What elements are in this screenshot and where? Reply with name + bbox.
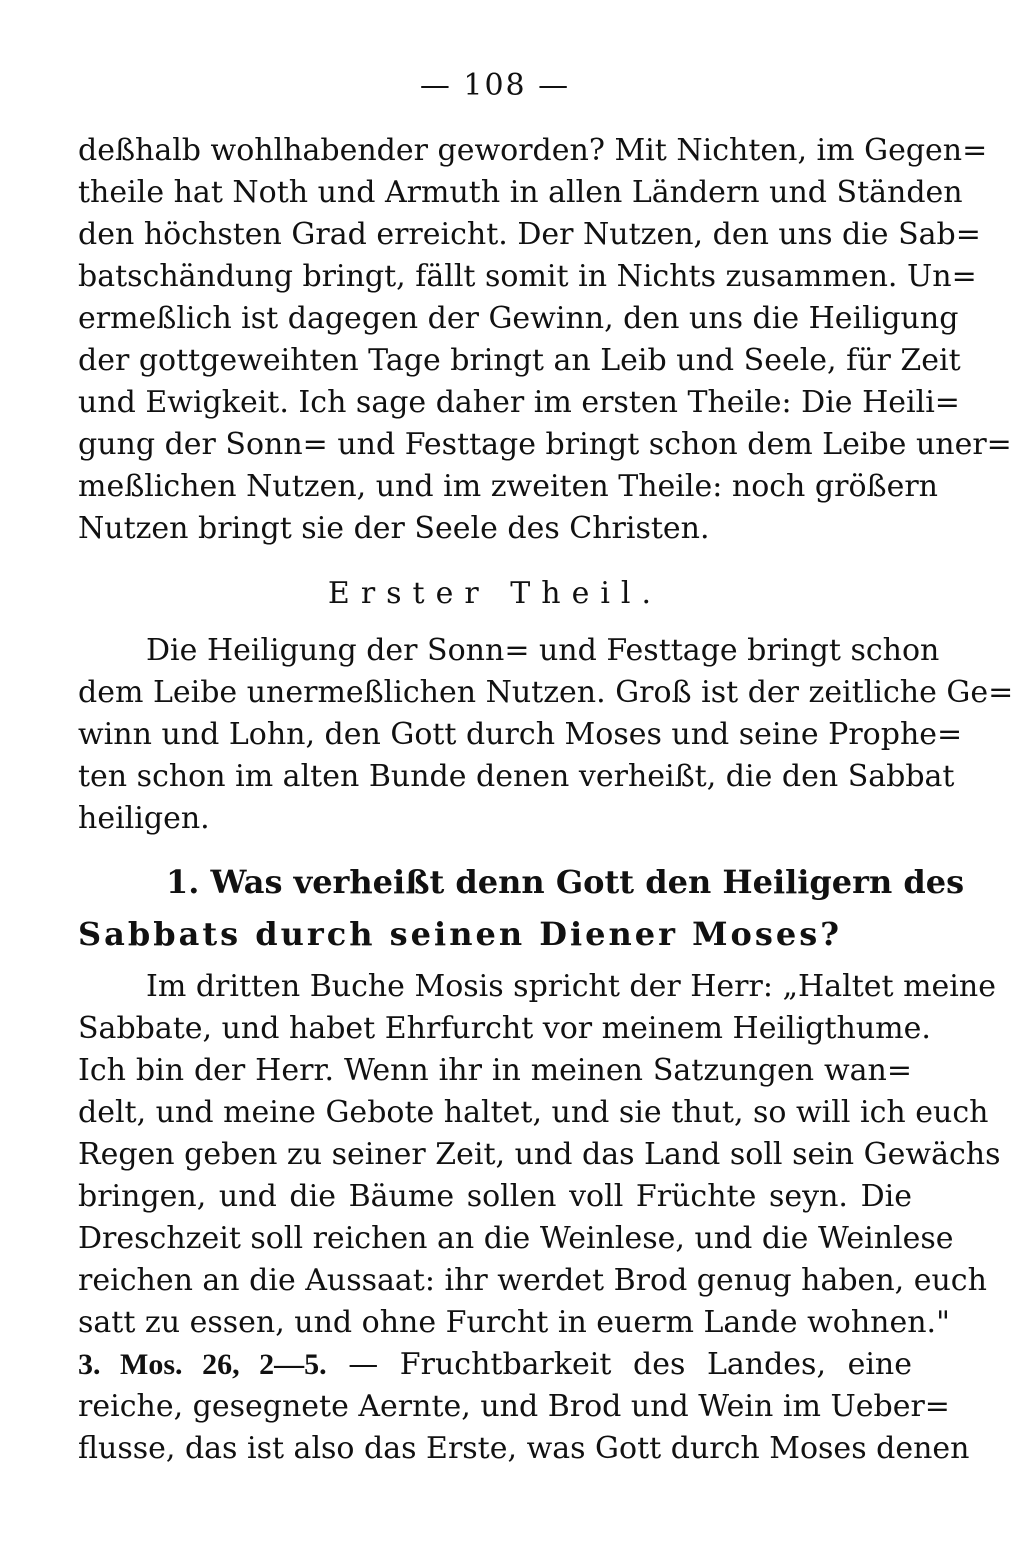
question-heading (78, 856, 965, 960)
text-line: Ich bin der Herr. Wenn ihr in meinen Satzungen wan= (78, 1053, 912, 1088)
text-line: Regen geben zu seiner Zeit, und das Land soll sein Gewächs (78, 1137, 1001, 1172)
text-line: satt zu essen, und ohne Furcht in euerm Lande wohnen." (78, 1305, 950, 1340)
text-line: batschändung bringt, fällt somit in Nichts zusammen. Un= (78, 259, 977, 294)
text-line: dem Leibe unermeßlichen Nutzen. Groß ist der zeitliche Ge= (78, 675, 1013, 710)
text-line: Sabbate, und habet Ehrfurcht vor meinem Heiligthume. (78, 1011, 931, 1046)
text-line: Die Heiligung der Sonn= und Festtage bringt schon (146, 633, 940, 668)
text-line: reiche, gesegnete Aernte, und Brod und Wein im Ueber= (78, 1389, 950, 1424)
question-line: 1. Was verheißt denn Gott den Heiligern des (166, 863, 965, 901)
question-line: Sabbats durch seinen Diener Moses? (78, 915, 843, 953)
text-line: den höchsten Grad erreicht. Der Nutzen, den uns die Sab= (78, 217, 981, 252)
intro-paragraph (78, 130, 1012, 550)
text-line: meßlichen Nutzen, und im zweiten Theile: noch größern (78, 469, 938, 504)
part-intro-paragraph (78, 630, 1013, 840)
text-fragment: — Fruchtbarkeit des Landes, eine (326, 1347, 912, 1382)
text-line: winn und Lohn, den Gott durch Moses und seine Prophe= (78, 717, 963, 752)
page-number: — 108 — (419, 68, 571, 103)
bible-reference: 3. Mos. 26, 2—5. (78, 1348, 327, 1381)
text-line: Im dritten Buche Mosis spricht der Herr: „Haltet meine (146, 969, 996, 1004)
text-line: der gottgeweihten Tage bringt an Leib und Seele, für Zeit (78, 343, 961, 378)
text-line: Dreschzeit soll reichen an die Weinlese, und die Weinlese (78, 1221, 954, 1256)
text-line: theile hat Noth und Armuth in allen Ländern und Ständen (78, 175, 963, 210)
text-line: ermeßlich ist dagegen der Gewinn, den uns die Heiligung (78, 301, 959, 336)
document-page (78, 62, 1013, 1470)
text-line: reichen an die Aussaat: ihr werdet Brod genug haben, euch (78, 1263, 987, 1298)
text-line: gung der Sonn= und Festtage bringt schon dem Leibe uner= (78, 427, 1012, 462)
answer-paragraph (78, 966, 1001, 1470)
text-line: delt, und meine Gebote haltet, und sie thut, so will ich euch (78, 1095, 989, 1130)
part-heading: Erster Theil. (327, 576, 663, 611)
text-line: Nutzen bringt sie der Seele des Christen. (78, 511, 710, 546)
text-line: bringen, und die Bäume sollen voll Früchte seyn. Die (78, 1179, 912, 1214)
text-line: flusse, das ist also das Erste, was Gott durch Moses denen (78, 1431, 970, 1466)
text-line: und Ewigkeit. Ich sage daher im ersten Theile: Die Heili= (78, 385, 960, 420)
text-line: deßhalb wohlhabender geworden? Mit Nichten, im Gegen= (78, 133, 988, 168)
text-line (78, 1344, 912, 1386)
text-line: heiligen. (78, 801, 210, 836)
text-line: ten schon im alten Bunde denen verheißt, die den Sabbat (78, 759, 955, 794)
